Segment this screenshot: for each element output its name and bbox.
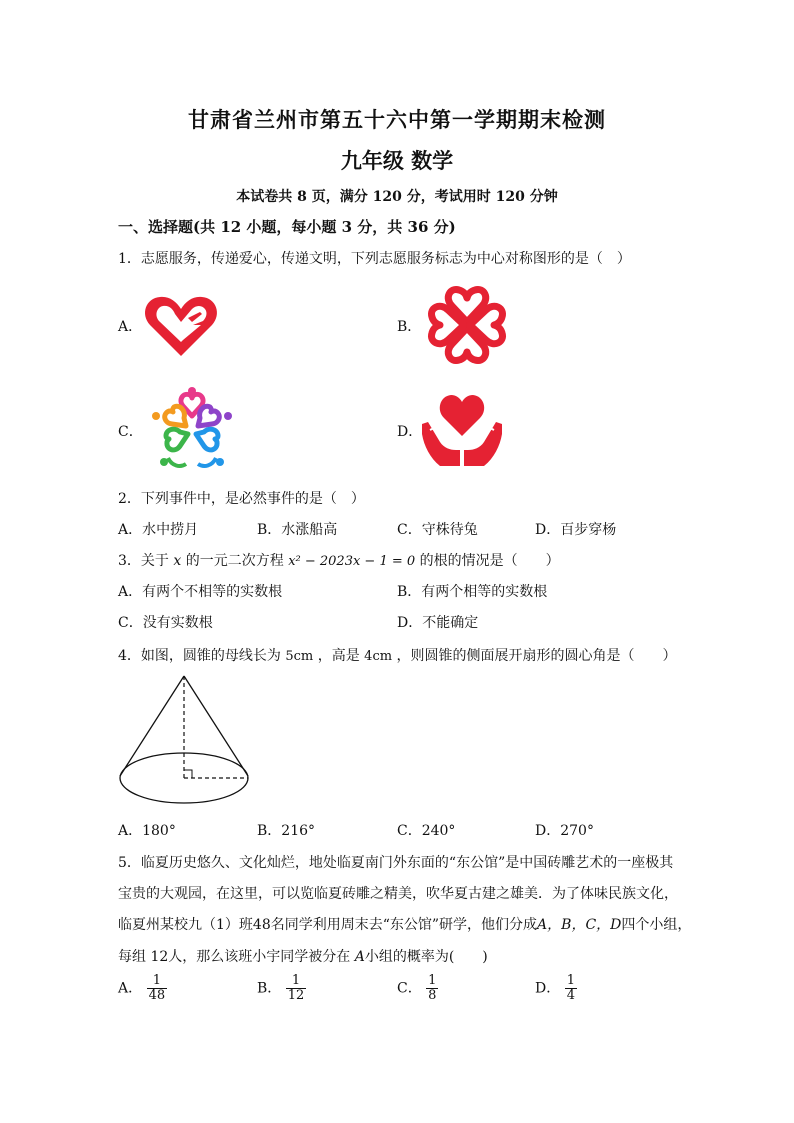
q2-option-c: C．守株待兔: [397, 522, 478, 538]
q5-line-3-post: 四个小组，: [621, 917, 692, 933]
q5-option-a-label: A．: [118, 980, 143, 997]
q5-line-4-pre: 每组 12人，那么该班小宇同学被分在: [118, 949, 355, 965]
q5-option-d-fraction: [565, 974, 577, 1003]
q1-option-c-label: C．: [118, 424, 143, 440]
exam-title: 甘肃省兰州市第五十六中第一学期期末检测: [188, 107, 606, 132]
q2-stem: 2．下列事件中，是必然事件的是（ ）: [118, 491, 365, 507]
q4-stem-post: ，则圆锥的侧面展开扇形的圆心角是（ ）: [396, 648, 677, 664]
q4-height-value: 4cm: [364, 649, 393, 664]
exam-meta: 本试卷共 8 页，满分 120 分，考试用时 120 分钟: [236, 189, 558, 205]
q2-option-b: B．水涨船高: [257, 522, 338, 538]
q5-line-4-post: 小组的概率为( ): [364, 949, 488, 965]
q3-option-b: B．有两个相等的实数根: [397, 584, 548, 600]
q4-stem-mid: ，高是: [317, 648, 360, 664]
q1-stem: 1．志愿服务，传递爱心，传递文明，下列志愿服务标志为中心对称图形的是（ ）: [118, 251, 631, 267]
q4-option-d: D．270°: [535, 823, 594, 839]
q5-option-d-label: D．: [535, 980, 561, 997]
q4-option-c: C．240°: [397, 823, 456, 839]
q5-option-c-label: C．: [397, 980, 422, 997]
q3-equation: x² − 2023x − 1 = 0: [288, 554, 416, 569]
q5-option-b-numerator: 1: [291, 973, 301, 988]
q5-option-a-numerator: 1: [152, 973, 161, 988]
q3-stem-mid: 的一元二次方程: [185, 553, 284, 569]
q5-group-a: A: [354, 949, 365, 965]
q5-option-c-numerator: 1: [428, 973, 437, 988]
q2-option-a: A．水中捞月: [118, 522, 199, 538]
q3-stem: [118, 550, 560, 570]
q5-line-3-text: 临夏州某校九（1）班48名同学利用周末去“东公馆”研学，他们分成: [118, 917, 538, 933]
exam-subtitle: 九年级 数学: [340, 148, 454, 173]
q5-option-d-numerator: 1: [566, 973, 575, 988]
q4-option-a: A．180°: [118, 823, 176, 839]
q4-option-b: B．216°: [257, 823, 316, 839]
q5-option-d-denominator: 4: [566, 988, 575, 1003]
q5-line-4: [118, 946, 488, 966]
q5-group-names: A，B，C，D: [537, 917, 622, 933]
q5-option-c-denominator: 8: [428, 988, 437, 1003]
q5-option-b-label: B．: [257, 980, 282, 997]
q3-option-a: A．有两个不相等的实数根: [118, 584, 283, 600]
q5-option-c: [397, 974, 438, 1003]
q5-option-c-fraction: [426, 974, 438, 1003]
q5-option-a-fraction: [147, 974, 168, 1003]
q3-variable: x: [173, 553, 182, 569]
q5-line-3: [118, 914, 691, 934]
heart-hand-logo-icon: [142, 292, 220, 360]
four-hearts-clover-logo-icon: [422, 282, 512, 368]
heart-in-hands-logo-icon: [420, 390, 504, 470]
q4-slant-value: 5cm: [285, 649, 314, 664]
q3-option-d: D．不能确定: [397, 615, 479, 631]
colorful-hearts-flower-logo-icon: [146, 386, 238, 474]
cone-figure: [116, 672, 256, 806]
q5-option-b-fraction: [286, 974, 307, 1003]
q5-option-b-denominator: 12: [287, 988, 305, 1003]
q3-stem-post: 的根的情况是（ ）: [419, 553, 560, 569]
q4-stem: [118, 645, 677, 665]
section-heading: 一、选择题(共 12 小题，每小题 3 分，共 36 分): [118, 218, 456, 236]
q5-line-2: 宝贵的大观园，在这里，可以览临夏砖雕之精美，吹华夏古建之雄美．为了体味民族文化，: [118, 886, 678, 902]
q5-option-d: [535, 974, 577, 1003]
q3-stem-pre: 3．关于: [118, 553, 169, 569]
q1-option-b-label: B．: [397, 319, 422, 335]
q2-option-d: D．百步穿杨: [535, 522, 617, 538]
q3-option-c: C．没有实数根: [118, 615, 213, 631]
q1-option-d-label: D．: [397, 424, 423, 440]
q5-option-a: [118, 974, 167, 1003]
q5-option-b: [257, 974, 306, 1003]
q1-option-a-label: A．: [118, 319, 143, 335]
q4-stem-pre: 4．如图，圆锥的母线长为: [118, 648, 281, 664]
q5-option-a-denominator: 48: [148, 988, 166, 1003]
q5-line-1: 5．临夏历史悠久、文化灿烂，地处临夏南门外东面的“东公馆”是中国砖雕艺术的一座极其: [118, 855, 674, 871]
